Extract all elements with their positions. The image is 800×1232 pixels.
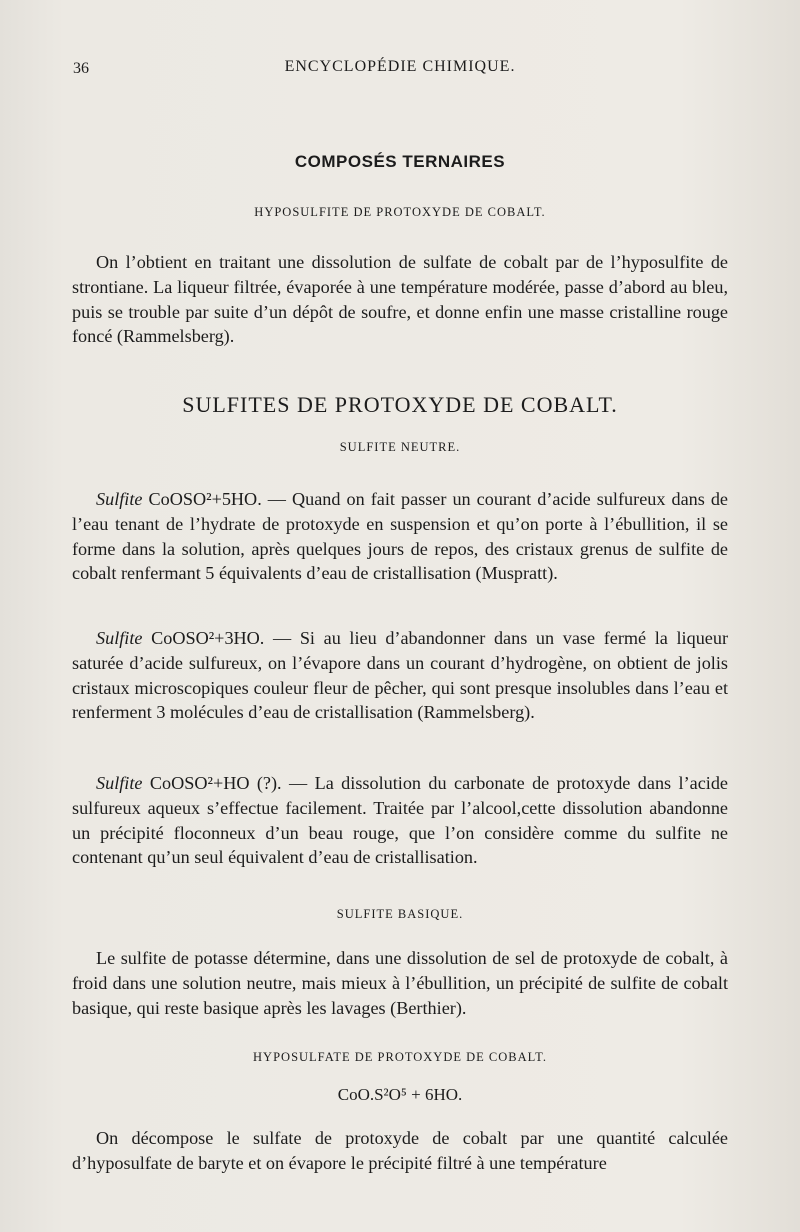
paragraph-hyposulfate: On décompose le sulfate de protoxyde de cobalt par une quantité calculée d’hyposulfate de baryte et on évapore le précipité filtré à une température: [72, 1128, 728, 1173]
chemical-formula: CoOSO²+HO (?).: [149, 773, 282, 793]
heading-hyposulfate: HYPOSULFATE DE PROTOXYDE DE COBALT.: [253, 1050, 547, 1064]
section-title-sulfites: SULFITES DE PROTOXYDE DE COBALT.: [182, 392, 618, 417]
paragraph-sulfite-5ho: [72, 487, 728, 586]
heading-sulfite-neutre: SULFITE NEUTRE.: [339, 440, 461, 454]
heading-hyposulfite: HYPOSULFITE DE PROTOXYDE DE COBALT.: [254, 205, 546, 219]
paragraph-sulfite-3ho: [72, 626, 728, 725]
chemical-formula: CoOSO²+3HO.: [151, 628, 265, 648]
paragraph-label: Sulfite: [96, 628, 143, 648]
section-title-composes-ternaires: COMPOSÉS TERNAIRES: [294, 152, 506, 171]
hyposulfate-formula: CoO.S²O⁵ + 6HO.: [337, 1085, 463, 1104]
page-number: 36: [73, 60, 89, 77]
heading-sulfite-basique: SULFITE BASIQUE.: [336, 907, 464, 921]
paragraph-sulfite-ho: [72, 771, 728, 870]
paragraph-label: Sulfite: [96, 489, 143, 509]
paragraph-body: — Si au lieu d’abandonner dans un vase fermé la liqueur saturée d’acide sulfureux, on l’évapore dans un courant d’hydrogène, on obtient de jolis cristaux microscopiques couleur fleur de pêcher, qui sont presque insolubles dans l’eau et renferment 3 molécules d’eau de cristallisation (Rammelsberg).: [72, 628, 729, 723]
chemical-formula: CoOSO²+5HO.: [148, 489, 262, 509]
paragraph-sulfite-basique: Le sulfite de potasse détermine, dans une dissolution de sel de protoxyde de cobalt, à froid dans une solution neutre, mais mieux à l’ébullition, un précipité de sulfite de cobalt basique, qui reste basique après les lavages (Berthier).: [72, 948, 728, 1018]
paragraph-body: — Quand on fait passer un courant d’acide sulfureux dans de l’eau tenant de l’hydrate de protoxyde en suspension et qu’on porte à l’ébullition, il se forme dans la solution, après quelques jours de repos, des cristaux grenus de sulfite de cobalt renfermant 5 équivalents d’eau de cristallisation (Muspratt).: [72, 489, 729, 584]
paragraph-label: Sulfite: [96, 773, 143, 793]
running-title: ENCYCLOPÉDIE CHIMIQUE.: [284, 58, 516, 75]
paragraph-body: — La dissolution du carbonate de protoxyde dans l’acide sulfureux aqueux s’effectue facilement. Traitée par l’alcool,cette dissolution abandonne un précipité floconneux d’un beau rouge, que l’on considère comme du sulfite ne contenant qu’un seul équivalent d’eau de cristallisation.: [72, 773, 728, 868]
paragraph-hyposulfite: On l’obtient en traitant une dissolution de sulfate de cobalt par de l’hyposulfite de strontiane. La liqueur filtrée, évaporée à une température modérée, passe d’abord au bleu, puis se trouble par suite d’un dépôt de soufre, et donne enfin une masse cristalline rouge foncé (Rammelsberg).: [72, 252, 728, 347]
